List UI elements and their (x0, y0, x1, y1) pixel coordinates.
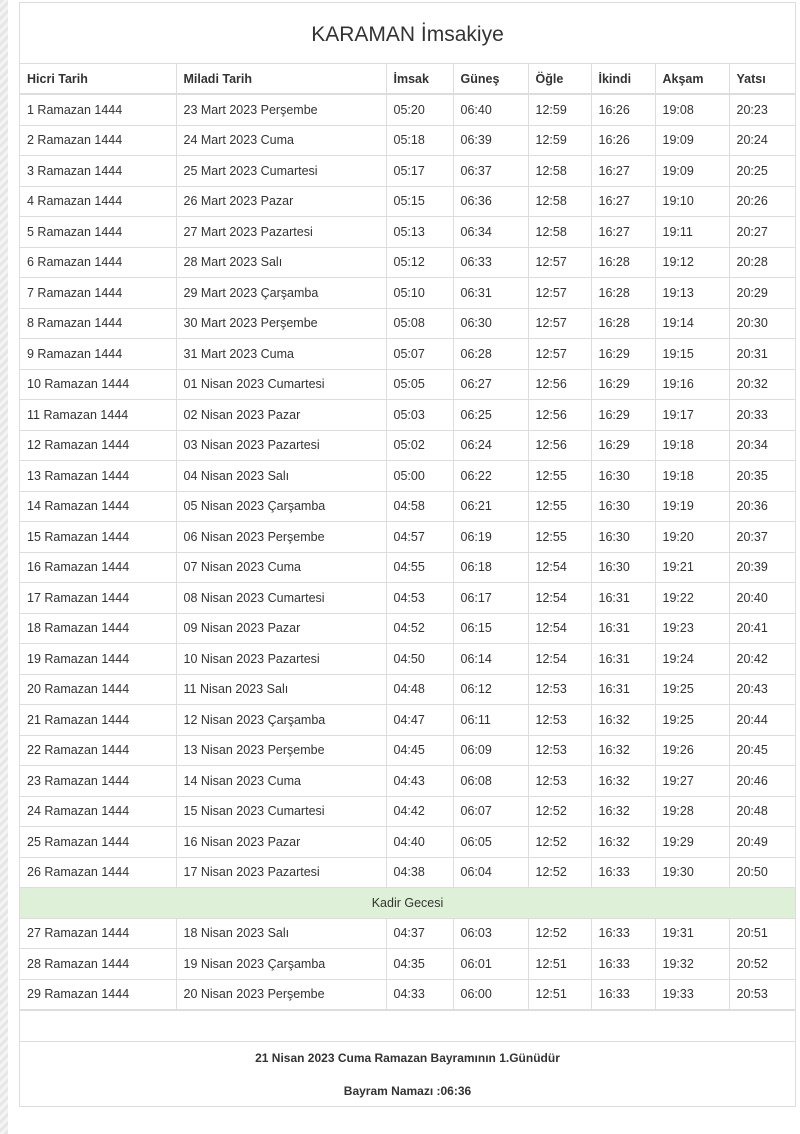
cell-hicri-tarih: 13 Ramazan 1444 (20, 461, 176, 492)
cell-aksam: 19:27 (655, 766, 729, 797)
table-row (20, 583, 795, 614)
cell-hicri-tarih: 3 Ramazan 1444 (20, 156, 176, 187)
column-header-ikindi: İkindi (591, 64, 655, 94)
cell-ikindi: 16:30 (591, 461, 655, 492)
cell-ikindi: 16:29 (591, 400, 655, 431)
cell-miladi-tarih: 14 Nisan 2023 Cuma (176, 766, 386, 797)
cell-hicri-tarih: 11 Ramazan 1444 (20, 400, 176, 431)
cell-imsak: 05:13 (386, 217, 453, 248)
cell-imsak: 05:07 (386, 339, 453, 370)
cell-hicri-tarih: 19 Ramazan 1444 (20, 644, 176, 675)
cell-ogle: 12:55 (528, 491, 591, 522)
cell-yatsi: 20:43 (729, 674, 795, 705)
cell-imsak: 04:35 (386, 949, 453, 980)
cell-aksam: 19:15 (655, 339, 729, 370)
cell-gunes: 06:12 (453, 674, 528, 705)
cell-gunes: 06:05 (453, 827, 528, 858)
table-row (20, 186, 795, 217)
cell-aksam: 19:25 (655, 674, 729, 705)
cell-ogle: 12:58 (528, 156, 591, 187)
cell-ikindi: 16:30 (591, 522, 655, 553)
cell-aksam: 19:16 (655, 369, 729, 400)
cell-gunes: 06:00 (453, 979, 528, 1010)
cell-aksam: 19:17 (655, 400, 729, 431)
cell-aksam: 19:13 (655, 278, 729, 309)
cell-ikindi: 16:31 (591, 674, 655, 705)
cell-ogle: 12:53 (528, 674, 591, 705)
cell-hicri-tarih: 10 Ramazan 1444 (20, 369, 176, 400)
cell-yatsi: 20:34 (729, 430, 795, 461)
cell-gunes: 06:39 (453, 125, 528, 156)
cell-aksam: 19:25 (655, 705, 729, 736)
cell-gunes: 06:36 (453, 186, 528, 217)
column-header-yatsi: Yatsı (729, 64, 795, 94)
cell-gunes: 06:25 (453, 400, 528, 431)
cell-aksam: 19:18 (655, 461, 729, 492)
cell-yatsi: 20:27 (729, 217, 795, 248)
cell-yatsi: 20:42 (729, 644, 795, 675)
cell-miladi-tarih: 29 Mart 2023 Çarşamba (176, 278, 386, 309)
cell-ogle: 12:58 (528, 217, 591, 248)
cell-ikindi: 16:33 (591, 918, 655, 949)
cell-imsak: 05:20 (386, 94, 453, 125)
page-title: KARAMAN İmsakiye (20, 3, 795, 64)
cell-hicri-tarih: 12 Ramazan 1444 (20, 430, 176, 461)
cell-hicri-tarih: 16 Ramazan 1444 (20, 552, 176, 583)
cell-ogle: 12:59 (528, 125, 591, 156)
cell-yatsi: 20:28 (729, 247, 795, 278)
cell-hicri-tarih: 4 Ramazan 1444 (20, 186, 176, 217)
cell-ikindi: 16:32 (591, 766, 655, 797)
cell-imsak: 04:50 (386, 644, 453, 675)
cell-aksam: 19:14 (655, 308, 729, 339)
cell-miladi-tarih: 27 Mart 2023 Pazartesi (176, 217, 386, 248)
cell-ikindi: 16:28 (591, 247, 655, 278)
cell-gunes: 06:15 (453, 613, 528, 644)
cell-gunes: 06:24 (453, 430, 528, 461)
cell-imsak: 05:00 (386, 461, 453, 492)
cell-ikindi: 16:28 (591, 278, 655, 309)
cell-imsak: 05:05 (386, 369, 453, 400)
cell-ogle: 12:57 (528, 339, 591, 370)
column-header-aksam: Akşam (655, 64, 729, 94)
bayram-text: 21 Nisan 2023 Cuma Ramazan Bayramının 1.Günüdür (255, 1051, 560, 1065)
cell-miladi-tarih: 07 Nisan 2023 Cuma (176, 552, 386, 583)
cell-hicri-tarih: 5 Ramazan 1444 (20, 217, 176, 248)
cell-gunes: 06:27 (453, 369, 528, 400)
cell-miladi-tarih: 25 Mart 2023 Cumartesi (176, 156, 386, 187)
cell-yatsi: 20:33 (729, 400, 795, 431)
cell-aksam: 19:30 (655, 857, 729, 888)
cell-aksam: 19:22 (655, 583, 729, 614)
cell-gunes: 06:14 (453, 644, 528, 675)
imsakiye-table (20, 64, 795, 1010)
cell-ikindi: 16:32 (591, 827, 655, 858)
cell-miladi-tarih: 01 Nisan 2023 Cumartesi (176, 369, 386, 400)
cell-miladi-tarih: 02 Nisan 2023 Pazar (176, 400, 386, 431)
table-header-row (20, 64, 795, 94)
table-row (20, 156, 795, 187)
cell-miladi-tarih: 15 Nisan 2023 Cumartesi (176, 796, 386, 827)
column-header-miladi-tarih: Miladi Tarih (176, 64, 386, 94)
cell-gunes: 06:18 (453, 552, 528, 583)
cell-gunes: 06:21 (453, 491, 528, 522)
cell-miladi-tarih: 08 Nisan 2023 Cumartesi (176, 583, 386, 614)
table-row (20, 369, 795, 400)
cell-ogle: 12:57 (528, 308, 591, 339)
cell-miladi-tarih: 28 Mart 2023 Salı (176, 247, 386, 278)
table-row (20, 613, 795, 644)
cell-yatsi: 20:46 (729, 766, 795, 797)
cell-aksam: 19:11 (655, 217, 729, 248)
cell-gunes: 06:34 (453, 217, 528, 248)
cell-hicri-tarih: 29 Ramazan 1444 (20, 979, 176, 1010)
cell-ikindi: 16:33 (591, 857, 655, 888)
cell-ogle: 12:57 (528, 247, 591, 278)
cell-ogle: 12:53 (528, 735, 591, 766)
cell-yatsi: 20:30 (729, 308, 795, 339)
cell-miladi-tarih: 31 Mart 2023 Cuma (176, 339, 386, 370)
cell-aksam: 19:08 (655, 94, 729, 125)
cell-imsak: 04:58 (386, 491, 453, 522)
cell-miladi-tarih: 04 Nisan 2023 Salı (176, 461, 386, 492)
cell-ogle: 12:57 (528, 278, 591, 309)
kadir-gecesi-label: Kadir Gecesi (20, 888, 795, 919)
cell-yatsi: 20:44 (729, 705, 795, 736)
cell-ogle: 12:56 (528, 430, 591, 461)
cell-yatsi: 20:25 (729, 156, 795, 187)
table-row (20, 491, 795, 522)
table-row (20, 644, 795, 675)
table-row (20, 400, 795, 431)
cell-ogle: 12:54 (528, 583, 591, 614)
cell-aksam: 19:28 (655, 796, 729, 827)
cell-miladi-tarih: 09 Nisan 2023 Pazar (176, 613, 386, 644)
table-row (20, 796, 795, 827)
cell-gunes: 06:04 (453, 857, 528, 888)
cell-ikindi: 16:30 (591, 552, 655, 583)
cell-yatsi: 20:35 (729, 461, 795, 492)
cell-ogle: 12:52 (528, 796, 591, 827)
cell-ogle: 12:58 (528, 186, 591, 217)
cell-hicri-tarih: 26 Ramazan 1444 (20, 857, 176, 888)
cell-imsak: 04:42 (386, 796, 453, 827)
cell-yatsi: 20:32 (729, 369, 795, 400)
cell-imsak: 04:57 (386, 522, 453, 553)
cell-ikindi: 16:32 (591, 705, 655, 736)
cell-imsak: 05:18 (386, 125, 453, 156)
cell-miladi-tarih: 03 Nisan 2023 Pazartesi (176, 430, 386, 461)
cell-gunes: 06:11 (453, 705, 528, 736)
kadir-gecesi-row (20, 888, 795, 919)
cell-ikindi: 16:27 (591, 156, 655, 187)
cell-imsak: 05:02 (386, 430, 453, 461)
cell-aksam: 19:21 (655, 552, 729, 583)
cell-aksam: 19:24 (655, 644, 729, 675)
cell-yatsi: 20:36 (729, 491, 795, 522)
cell-ikindi: 16:33 (591, 979, 655, 1010)
cell-ogle: 12:52 (528, 857, 591, 888)
cell-ogle: 12:55 (528, 461, 591, 492)
table-row (20, 705, 795, 736)
cell-aksam: 19:31 (655, 918, 729, 949)
cell-ikindi: 16:32 (591, 735, 655, 766)
cell-yatsi: 20:31 (729, 339, 795, 370)
content-panel (8, 0, 800, 1134)
cell-miladi-tarih: 30 Mart 2023 Perşembe (176, 308, 386, 339)
column-header-ogle: Öğle (528, 64, 591, 94)
cell-miladi-tarih: 10 Nisan 2023 Pazartesi (176, 644, 386, 675)
cell-aksam: 19:29 (655, 827, 729, 858)
cell-ogle: 12:51 (528, 979, 591, 1010)
bayram-namazi-text: Bayram Namazı :06:36 (343, 1084, 472, 1098)
cell-aksam: 19:18 (655, 430, 729, 461)
cell-yatsi: 20:40 (729, 583, 795, 614)
cell-yatsi: 20:24 (729, 125, 795, 156)
cell-aksam: 19:20 (655, 522, 729, 553)
cell-yatsi: 20:29 (729, 278, 795, 309)
cell-miladi-tarih: 16 Nisan 2023 Pazar (176, 827, 386, 858)
table-row (20, 461, 795, 492)
cell-imsak: 04:47 (386, 705, 453, 736)
cell-ikindi: 16:27 (591, 186, 655, 217)
cell-ikindi: 16:29 (591, 339, 655, 370)
bayram-info (20, 1041, 795, 1106)
cell-ikindi: 16:32 (591, 796, 655, 827)
cell-imsak: 04:52 (386, 613, 453, 644)
cell-ikindi: 16:30 (591, 491, 655, 522)
cell-hicri-tarih: 6 Ramazan 1444 (20, 247, 176, 278)
cell-hicri-tarih: 8 Ramazan 1444 (20, 308, 176, 339)
table-row (20, 278, 795, 309)
table-row (20, 308, 795, 339)
cell-gunes: 06:19 (453, 522, 528, 553)
cell-imsak: 04:55 (386, 552, 453, 583)
cell-imsak: 05:12 (386, 247, 453, 278)
cell-ogle: 12:52 (528, 827, 591, 858)
cell-miladi-tarih: 06 Nisan 2023 Perşembe (176, 522, 386, 553)
cell-hicri-tarih: 17 Ramazan 1444 (20, 583, 176, 614)
cell-ikindi: 16:31 (591, 613, 655, 644)
table-row (20, 94, 795, 125)
cell-imsak: 05:17 (386, 156, 453, 187)
cell-ikindi: 16:26 (591, 125, 655, 156)
table-row (20, 766, 795, 797)
column-header-imsak: İmsak (386, 64, 453, 94)
cell-miladi-tarih: 18 Nisan 2023 Salı (176, 918, 386, 949)
cell-hicri-tarih: 28 Ramazan 1444 (20, 949, 176, 980)
cell-yatsi: 20:39 (729, 552, 795, 583)
footer-spacer (20, 1010, 795, 1041)
imsakiye-card (19, 2, 796, 1107)
table-body (20, 94, 795, 1010)
column-header-gunes: Güneş (453, 64, 528, 94)
table-row (20, 949, 795, 980)
cell-imsak: 04:38 (386, 857, 453, 888)
cell-yatsi: 20:50 (729, 857, 795, 888)
cell-ogle: 12:54 (528, 552, 591, 583)
cell-yatsi: 20:23 (729, 94, 795, 125)
cell-miladi-tarih: 12 Nisan 2023 Çarşamba (176, 705, 386, 736)
cell-gunes: 06:33 (453, 247, 528, 278)
cell-ikindi: 16:33 (591, 949, 655, 980)
cell-aksam: 19:12 (655, 247, 729, 278)
cell-hicri-tarih: 14 Ramazan 1444 (20, 491, 176, 522)
cell-hicri-tarih: 18 Ramazan 1444 (20, 613, 176, 644)
cell-miladi-tarih: 26 Mart 2023 Pazar (176, 186, 386, 217)
cell-aksam: 19:09 (655, 156, 729, 187)
cell-ogle: 12:55 (528, 522, 591, 553)
cell-aksam: 19:32 (655, 949, 729, 980)
cell-ikindi: 16:29 (591, 369, 655, 400)
cell-yatsi: 20:49 (729, 827, 795, 858)
cell-yatsi: 20:51 (729, 918, 795, 949)
cell-aksam: 19:09 (655, 125, 729, 156)
cell-ikindi: 16:29 (591, 430, 655, 461)
cell-gunes: 06:40 (453, 94, 528, 125)
cell-miladi-tarih: 23 Mart 2023 Perşembe (176, 94, 386, 125)
cell-yatsi: 20:26 (729, 186, 795, 217)
cell-yatsi: 20:41 (729, 613, 795, 644)
cell-ikindi: 16:28 (591, 308, 655, 339)
cell-miladi-tarih: 19 Nisan 2023 Çarşamba (176, 949, 386, 980)
cell-imsak: 04:37 (386, 918, 453, 949)
table-row (20, 735, 795, 766)
cell-hicri-tarih: 1 Ramazan 1444 (20, 94, 176, 125)
cell-hicri-tarih: 21 Ramazan 1444 (20, 705, 176, 736)
cell-gunes: 06:03 (453, 918, 528, 949)
cell-imsak: 05:08 (386, 308, 453, 339)
cell-ogle: 12:56 (528, 369, 591, 400)
table-row (20, 339, 795, 370)
table-row (20, 430, 795, 461)
cell-hicri-tarih: 24 Ramazan 1444 (20, 796, 176, 827)
cell-imsak: 05:15 (386, 186, 453, 217)
cell-imsak: 04:43 (386, 766, 453, 797)
cell-hicri-tarih: 22 Ramazan 1444 (20, 735, 176, 766)
cell-miladi-tarih: 11 Nisan 2023 Salı (176, 674, 386, 705)
cell-ogle: 12:53 (528, 766, 591, 797)
cell-imsak: 04:48 (386, 674, 453, 705)
table-row (20, 125, 795, 156)
table-row (20, 827, 795, 858)
table-row (20, 918, 795, 949)
cell-gunes: 06:22 (453, 461, 528, 492)
cell-hicri-tarih: 2 Ramazan 1444 (20, 125, 176, 156)
cell-yatsi: 20:48 (729, 796, 795, 827)
cell-gunes: 06:31 (453, 278, 528, 309)
cell-aksam: 19:33 (655, 979, 729, 1010)
cell-yatsi: 20:52 (729, 949, 795, 980)
cell-miladi-tarih: 24 Mart 2023 Cuma (176, 125, 386, 156)
cell-ogle: 12:59 (528, 94, 591, 125)
table-row (20, 552, 795, 583)
cell-hicri-tarih: 25 Ramazan 1444 (20, 827, 176, 858)
cell-imsak: 04:40 (386, 827, 453, 858)
cell-gunes: 06:09 (453, 735, 528, 766)
cell-ikindi: 16:31 (591, 583, 655, 614)
table-row (20, 522, 795, 553)
cell-yatsi: 20:45 (729, 735, 795, 766)
cell-ogle: 12:54 (528, 613, 591, 644)
cell-gunes: 06:17 (453, 583, 528, 614)
cell-hicri-tarih: 20 Ramazan 1444 (20, 674, 176, 705)
cell-imsak: 05:10 (386, 278, 453, 309)
left-decorative-strip (0, 0, 8, 1134)
cell-yatsi: 20:37 (729, 522, 795, 553)
column-header-hicri-tarih: Hicri Tarih (20, 64, 176, 94)
cell-hicri-tarih: 7 Ramazan 1444 (20, 278, 176, 309)
cell-ikindi: 16:27 (591, 217, 655, 248)
cell-hicri-tarih: 9 Ramazan 1444 (20, 339, 176, 370)
cell-miladi-tarih: 20 Nisan 2023 Perşembe (176, 979, 386, 1010)
cell-ogle: 12:54 (528, 644, 591, 675)
table-row (20, 247, 795, 278)
cell-imsak: 04:53 (386, 583, 453, 614)
cell-gunes: 06:30 (453, 308, 528, 339)
cell-aksam: 19:10 (655, 186, 729, 217)
cell-ogle: 12:52 (528, 918, 591, 949)
cell-ogle: 12:56 (528, 400, 591, 431)
table-row (20, 979, 795, 1010)
cell-aksam: 19:23 (655, 613, 729, 644)
cell-imsak: 05:03 (386, 400, 453, 431)
cell-ogle: 12:53 (528, 705, 591, 736)
cell-yatsi: 20:53 (729, 979, 795, 1010)
cell-ikindi: 16:31 (591, 644, 655, 675)
cell-hicri-tarih: 15 Ramazan 1444 (20, 522, 176, 553)
cell-miladi-tarih: 05 Nisan 2023 Çarşamba (176, 491, 386, 522)
cell-ogle: 12:51 (528, 949, 591, 980)
cell-gunes: 06:37 (453, 156, 528, 187)
cell-gunes: 06:07 (453, 796, 528, 827)
cell-imsak: 04:33 (386, 979, 453, 1010)
cell-miladi-tarih: 13 Nisan 2023 Perşembe (176, 735, 386, 766)
cell-hicri-tarih: 27 Ramazan 1444 (20, 918, 176, 949)
cell-gunes: 06:01 (453, 949, 528, 980)
cell-aksam: 19:26 (655, 735, 729, 766)
table-row (20, 857, 795, 888)
cell-ikindi: 16:26 (591, 94, 655, 125)
cell-miladi-tarih: 17 Nisan 2023 Pazartesi (176, 857, 386, 888)
cell-aksam: 19:19 (655, 491, 729, 522)
cell-gunes: 06:08 (453, 766, 528, 797)
cell-gunes: 06:28 (453, 339, 528, 370)
cell-hicri-tarih: 23 Ramazan 1444 (20, 766, 176, 797)
cell-imsak: 04:45 (386, 735, 453, 766)
table-row (20, 217, 795, 248)
table-row (20, 674, 795, 705)
